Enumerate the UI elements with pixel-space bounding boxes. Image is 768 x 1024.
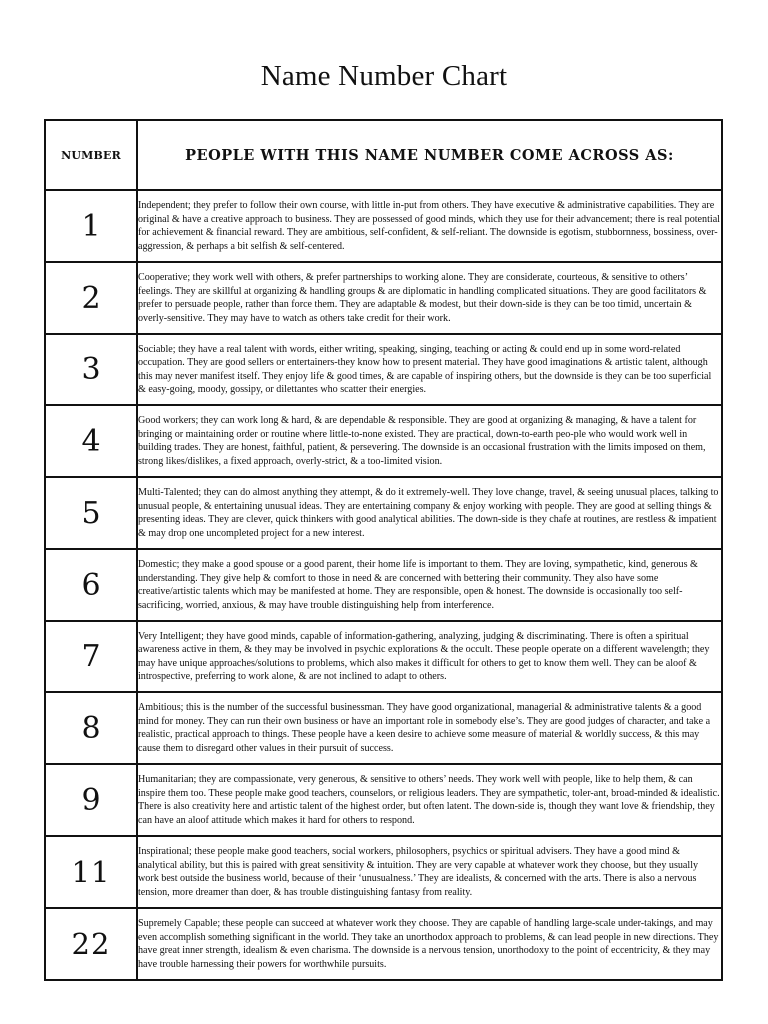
row-number: 5 (45, 477, 137, 549)
table-row (45, 549, 722, 621)
table-row (45, 621, 722, 692)
row-number: 11 (45, 836, 137, 908)
row-description: Ambitious; this is the number of the successful businessman. They have good organizational, managerial & administrative talents & a good mind for money. They can run their own business or have an important role in somebody else’s. They are good judges of character, and take a realistic, practical approach to things. These people have a keen desire to achieve some measure of material & worldly success, & this may cause them to disregard other values in their pursuit of success. (137, 692, 722, 764)
page-title: Name Number Chart (260, 60, 508, 92)
row-description: Inspirational; these people make good teachers, social workers, philosophers, psychics or spiritual advisers. They have a good mind & analytical ability, but this is paired with great sensitivity & intuition. They are very capable at whatever work they choose, but they usually work best outside the business world, because of their ‘unusualness.’ They are idealists, & concerned with the arts. There is also a nervous tension, more dreamer than doer, & has trouble distinguishing fantasy from reality. (137, 836, 722, 908)
row-number: 1 (45, 190, 137, 262)
table-row (45, 405, 722, 477)
row-number: 6 (45, 549, 137, 621)
table-row (45, 692, 722, 764)
table-row (45, 836, 722, 908)
row-description: Very Intelligent; they have good minds, capable of information-gathering, analyzing, judging & discriminating. There is often a spiritual awareness active in them, & they may be involved in psychic explorations & the occult. These people operate on a different wavelength; they may have unique approaches/solutions to problems, which also makes it difficult for others to get to know them well. They can be aloof & introspective, preferring to work alone, & are not inclined to adapt to others. (137, 621, 722, 692)
row-description: Cooperative; they work well with others, & prefer partnerships to working alone. They are considerate, courteous, & sensitive to others’ feelings. They are skillful at organizing & handling groups & are diplomatic in handling complicated situations. They are good facilitators & prefer to persuade people, rather than force them. They are adaptable & modest, but their down-side is they can be too timid, uncertain & overly-sensitive. They may have to watch as others take credit for their work. (137, 262, 722, 334)
row-number: 8 (45, 692, 137, 764)
table-row (45, 334, 722, 405)
column-header-number: NUMBER (45, 120, 137, 190)
row-number: 9 (45, 764, 137, 836)
table-row (45, 262, 722, 334)
row-description: Multi-Talented; they can do almost anything they attempt, & do it extremely-well. They love change, travel, & seeing unusual places, talking to unusual people, & entertaining unusual ideas. They are entertaining company & enjoy working with people. They are good at selling things & presenting ideas. They are clever, quick thinkers with good analytical abilities. The down-side is they chafe at routines, are restless & impatient & may drop one uncompleted project for a new interest. (137, 477, 722, 549)
row-description: Sociable; they have a real talent with words, either writing, speaking, singing, teaching or acting & could end up in some word-related occupation. They are good sellers or entertainers-they know how to present material. They have good imaginations & artistic talent, although this may never manifest itself. They enjoy life & good times, & are capable of inspiring others, but the downside is they can be too superficial & easy-going, moody, gossipy, or dilettantes who scatter their energies. (137, 334, 722, 405)
row-description: Domestic; they make a good spouse or a good parent, their home life is important to them. They are loving, sympathetic, kind, generous & understanding. They give help & comfort to those in need & are concerned with bettering their community. They also have some creative/artistic talents which may be manifested at home. They are responsible, open & honest. The downside is occasionally too self-sacrificing, worried, anxious, & may have trouble distinguishing help from interference. (137, 549, 722, 621)
table-row (45, 190, 722, 262)
row-description: Good workers; they can work long & hard, & are dependable & responsible. They are good at organizing & managing, & have a talent for bringing or maintaining order or routine where little-to-none existed. They are practical, down-to-earth peo-ple who would work well in building trades. They are honest, faithful, patient, & persevering. The downside is an occasional frustration with the limits imposed on them, strong likes/dislikes, a fixed approach, overly-strict, & a too-limited vision. (137, 405, 722, 477)
row-number: 22 (45, 908, 137, 980)
row-description: Supremely Capable; these people can succeed at whatever work they choose. They are capable of handling large-scale under-takings, and may even accomplish something significant in the world. They take an unorthodox approach to problems, & can lead people in new directions. They have great inner strength, idealism & even charisma. The downside is a nervous tension, unorthodoxy to the point of eccentricity, & they may have trouble harnessing their powers for worthwhile pursuits. (137, 908, 722, 980)
column-header-description: PEOPLE WITH THIS NAME NUMBER COME ACROSS AS: (137, 120, 722, 190)
row-number: 3 (45, 334, 137, 405)
name-number-table (44, 119, 723, 981)
row-number: 7 (45, 621, 137, 692)
table-row (45, 908, 722, 980)
table-row (45, 477, 722, 549)
row-number: 4 (45, 405, 137, 477)
row-description: Independent; they prefer to follow their own course, with little in-put from others. They have executive & administrative capabilities. They are original & have a creative approach to business. They are possessed of good minds, which they use for their advancement; there is real potential for achievement & financial reward. They are ambitious, self-confident, & self-reliant. The downside is egotism, stubbornness, bossiness, over-aggression, & perhaps a bit selfish & self-centered. (137, 190, 722, 262)
table-header-row (45, 120, 722, 190)
table-row (45, 764, 722, 836)
row-description: Humanitarian; they are compassionate, very generous, & sensitive to others’ needs. They work well with people, like to help them, & can inspire them too. These people make good teachers, counselors, or religious leaders. They are sympathetic, toler-ant, broad-minded & idealistic. There is also creativity here and artistic talent of the highest order, but often latent. The down-side is, though they want love & friendship, they can have an aloof attitude which makes it hard for others to respond. (137, 764, 722, 836)
row-number: 2 (45, 262, 137, 334)
